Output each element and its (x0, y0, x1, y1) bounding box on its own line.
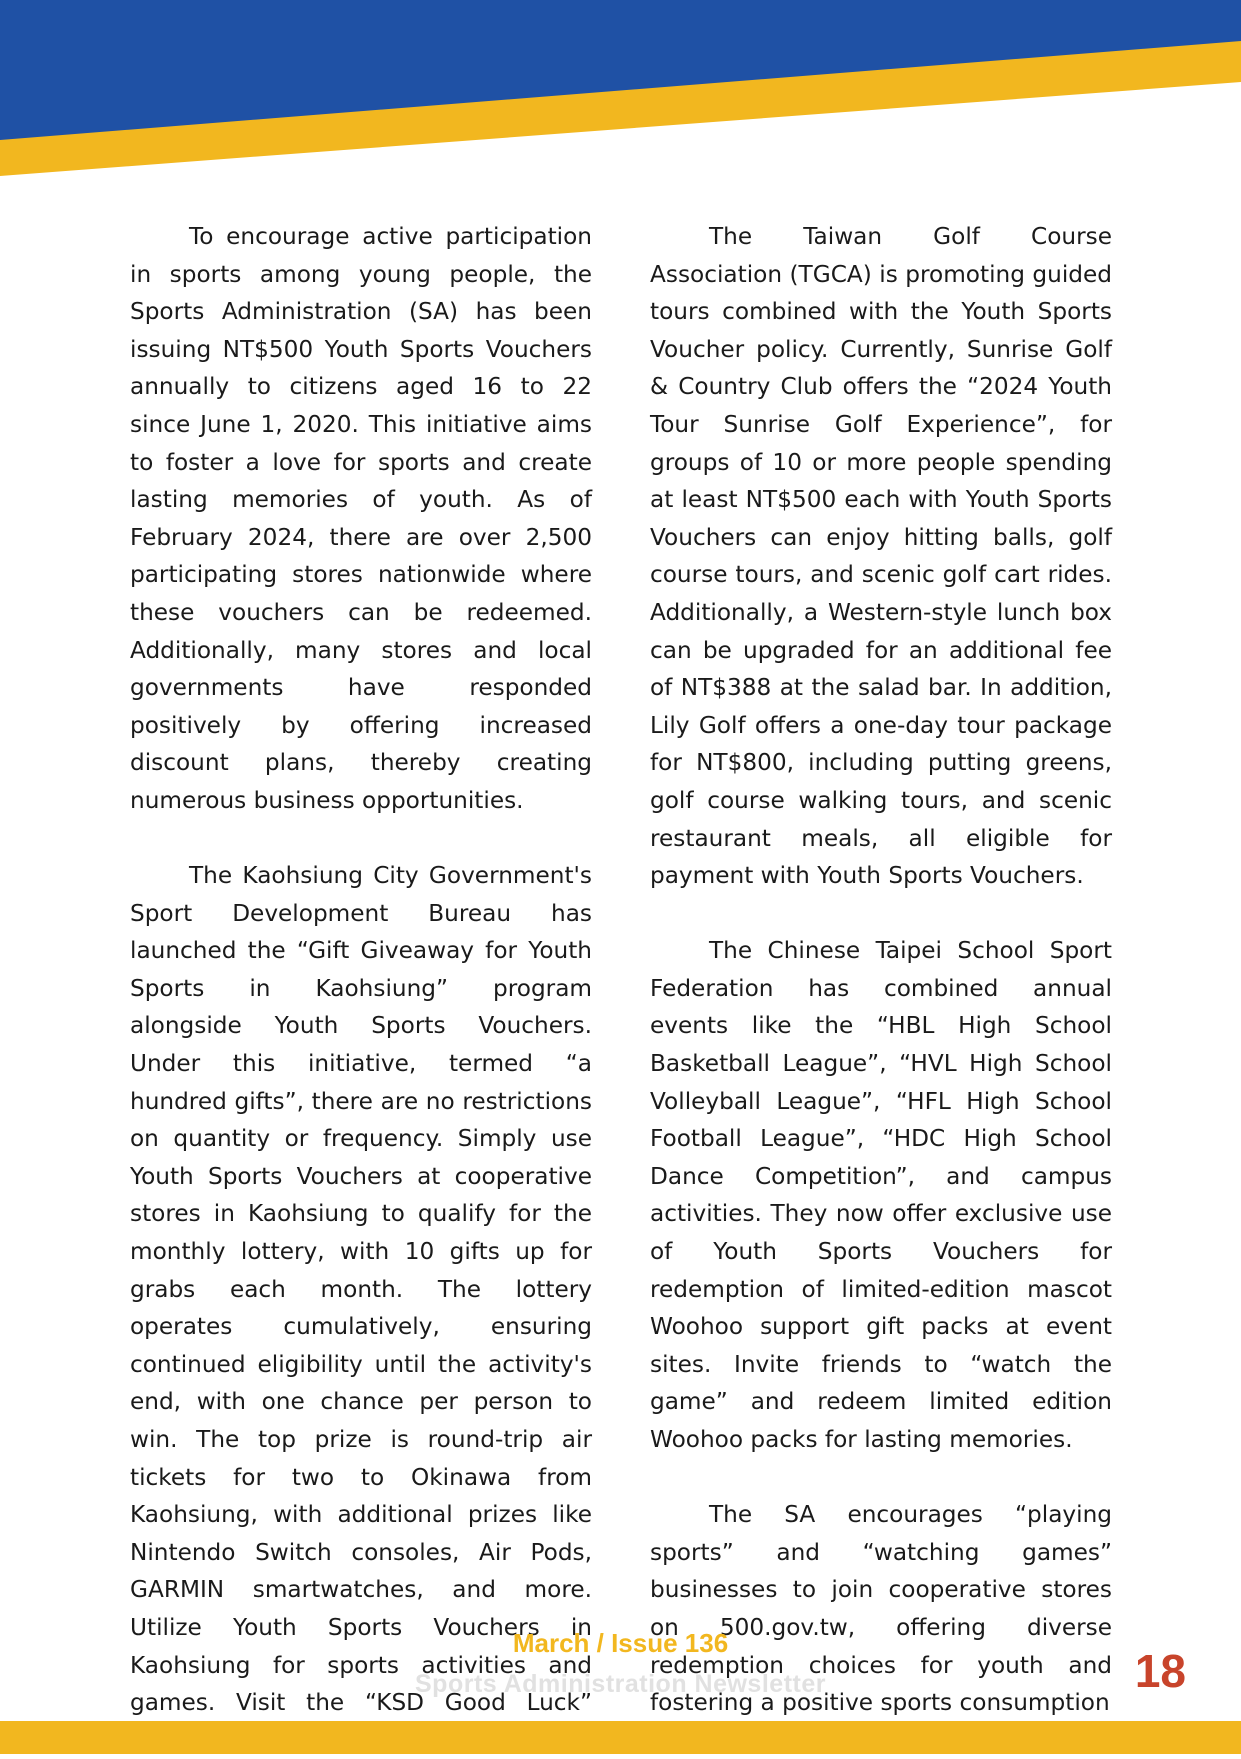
newsletter-title: Sports Administration Newsletter (415, 1670, 826, 1698)
paragraph-sa-encourages: The SA encourages “playing sports” and “watching games” businesses to join cooperative stores on 500.gov.tw, offering diverse redemption choices for youth and fostering a positive sports consumption (650, 1501, 1112, 1717)
paragraph-school-sport-federation: The Chinese Taipei School Sport Federation has combined annual events like the “HBL High School Basketball League”, “HVL High School Volleyball League”, “HFL High School Football League”, “HDC High School Dance Competition”, and campus activities. They now offer exclusive use of Youth Sports Vouchers for redemption of limited-edition mascot Woohoo support gift packs at event sites. Invite friends to “watch the game” and redeem limited edition Woohoo packs for lasting memories. (650, 937, 1112, 1453)
paragraph-golf-tours: The Taiwan Golf Course Association (TGCA) is promoting guided tours combined with the Youth Sports Voucher policy. Currently, Sunrise Golf & Country Club offers the “2024 Youth Tour Sunrise Golf Experience”, for groups of 10 or more people spending at least NT$500 each with Youth Sports Vouchers can enjoy hitting balls, golf course tours, and scenic golf cart rides. Additionally, a Western-style lunch box can be upgraded for an additional fee of NT$388 at the salad bar. In addition, Lily Golf offers a one-day tour package for NT$800, including putting greens, golf course walking tours, and scenic restaurant meals, all eligible for payment with Youth Sports Vouchers. (650, 223, 1112, 890)
footer-bar (0, 1721, 1241, 1754)
header-banner (0, 0, 1241, 180)
paragraph-kaohsiung-program: The Kaohsiung City Government's Sport Development Bureau has launched the “Gift Giveaway for Youth Sports in Kaohsiung” program alongside Youth Sports Vouchers. Under this initiative, termed “a hundred gifts”, there are no restrictions on quantity or frequency. Simply use Youth Sports Vouchers at cooperative stores in Kaohsiung to qualify for the monthly lottery, with 10 gifts up for grabs each month. The lottery operates cumulatively, ensuring continued eligibility until the activity's end, with one chance per person to win. The top prize is round-trip air tickets for two to Okinawa from Kaohsiung, with additional prizes like Nintendo Switch consoles, Air Pods, GARMIN smartwatches, and more. Utilize Youth Sports Vouchers in Kaohsiung for sports activities and games. Visit the “KSD Good Luck” (130, 862, 592, 1717)
page-number: 18 (1134, 1645, 1186, 1697)
issue-label: March / Issue 136 (512, 1628, 729, 1658)
article-right-column (650, 218, 1112, 1722)
article-left-column (130, 218, 592, 1759)
paragraph-voucher-intro: To encourage active participation in sports among young people, the Sports Administration (SA) has been issuing NT$500 Youth Sports Vouchers annually to citizens aged 16 to 22 since June 1, 2020. This initiative aims to foster a love for sports and create lasting memories of youth. As of February 2024, there are over 2,500 participating stores nationwide where these vouchers can be redeemed. Additionally, many stores and local governments have responded positively by offering increased discount plans, thereby creating numerous business opportunities. (130, 223, 592, 814)
